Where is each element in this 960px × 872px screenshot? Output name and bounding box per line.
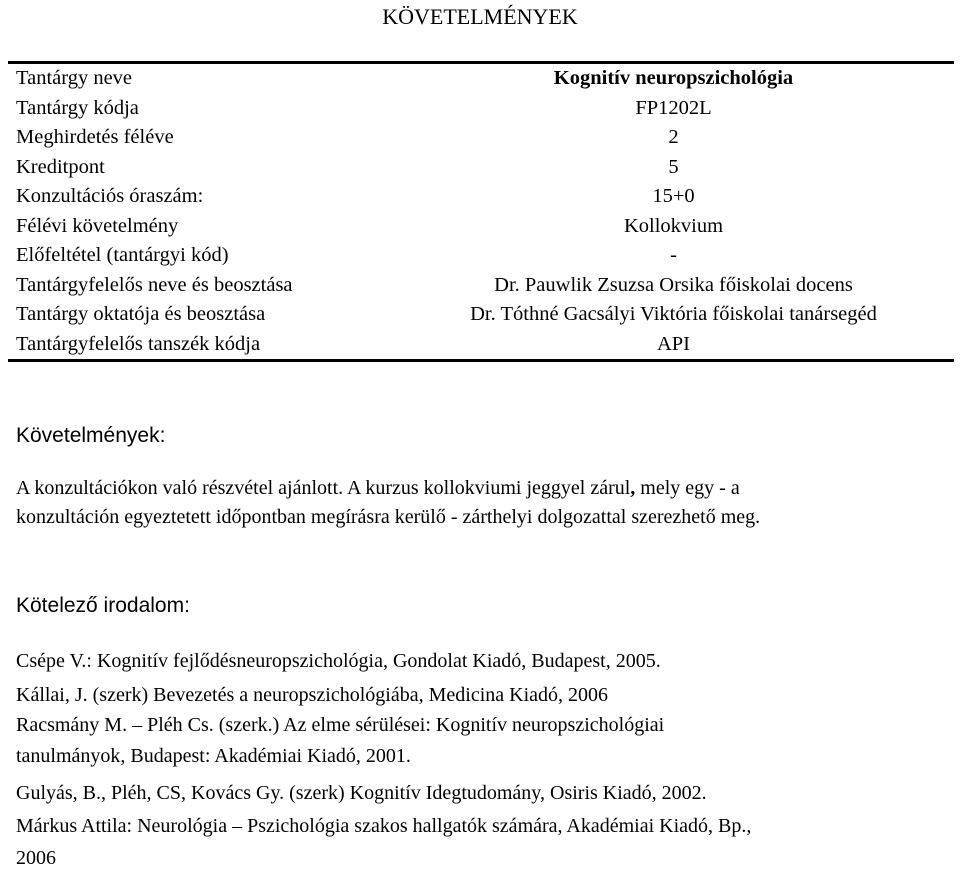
page-title: KÖVETELMÉNYEK: [382, 4, 578, 29]
table-row: [8, 271, 954, 301]
row-label: Kreditpont: [16, 155, 105, 178]
requirements-text-b: mely egy - a: [635, 477, 740, 499]
row-value: Kollokvium: [623, 214, 724, 237]
row-label: Félévi követelmény: [16, 214, 179, 237]
row-value: -: [670, 244, 677, 267]
requirements-text-bold: ,: [630, 477, 636, 499]
row-label: Előfeltétel (tantárgyi kód): [16, 244, 229, 267]
table-row: [8, 63, 954, 94]
row-value: Dr. Tóthné Gacsályi Viktória főiskolai tanársegéd: [470, 303, 877, 326]
row-label: Tantárgy neve: [16, 67, 133, 90]
literature-heading: Kötelező irodalom:: [16, 594, 190, 617]
row-value: 2: [668, 126, 679, 149]
requirements-line: [16, 474, 956, 503]
row-label: Tantárgyfelelős tanszék kódja: [16, 332, 261, 355]
row-label: Tantárgy oktatója és beosztása: [16, 303, 266, 326]
table-row: [8, 300, 954, 330]
table-row: [8, 94, 954, 124]
literature-item: Kállai, J. (szerk) Bevezetés a neuropszichológiába, Medicina Kiadó, 2006: [16, 684, 609, 706]
requirements-line: konzultáción egyeztetett időpontban megírásra kerülő - zárthelyi dolgozattal szerezhető meg.: [16, 506, 761, 528]
table-row: [8, 153, 954, 183]
literature-item: tanulmányok, Budapest: Akadémiai Kiadó, 2001.: [16, 745, 411, 767]
table-row: [8, 212, 954, 242]
literature-item: Racsmány M. – Pléh Cs. (szerk.) Az elme sérülései: Kognitív neuropszichológiai: [16, 714, 665, 736]
table-row: [8, 123, 954, 153]
table-row: [8, 241, 954, 271]
literature-item: Csépe V.: Kognitív fejlődésneuropszichológia, Gondolat Kiadó, Budapest, 2005.: [16, 650, 661, 672]
row-label: Konzultációs óraszám:: [16, 185, 204, 208]
literature-item: Gulyás, B., Pléh, CS, Kovács Gy. (szerk) Kognitív Idegtudomány, Osiris Kiadó, 2002.: [16, 782, 707, 804]
row-label: Tantárgyfelelős neve és beosztása: [16, 273, 293, 296]
table-row: [8, 330, 954, 361]
row-value: Dr. Pauwlik Zsuzsa Orsika főiskolai docens: [494, 273, 853, 296]
row-value: 5: [668, 155, 679, 178]
literature-item: 2006: [16, 847, 56, 869]
table-row: [8, 182, 954, 212]
row-value: Kognitív neuropszichológia: [553, 67, 794, 90]
requirements-text: [16, 474, 956, 532]
requirements-heading: Követelmények:: [16, 424, 166, 447]
row-value: 15+0: [652, 185, 695, 208]
row-label: Tantárgy kódja: [16, 96, 139, 119]
literature-item: Márkus Attila: Neurológia – Pszichológia szakos hallgatók számára, Akadémiai Kiadó, Bp.,: [16, 815, 752, 837]
course-info-table: [8, 61, 954, 362]
row-label: Meghirdetés féléve: [16, 126, 174, 149]
row-value: API: [656, 332, 691, 355]
row-value: FP1202L: [635, 96, 712, 119]
requirements-text-a: A konzultációkon való részvétel ajánlott. A kurzus kollokviumi jeggyel zárul: [16, 477, 631, 499]
